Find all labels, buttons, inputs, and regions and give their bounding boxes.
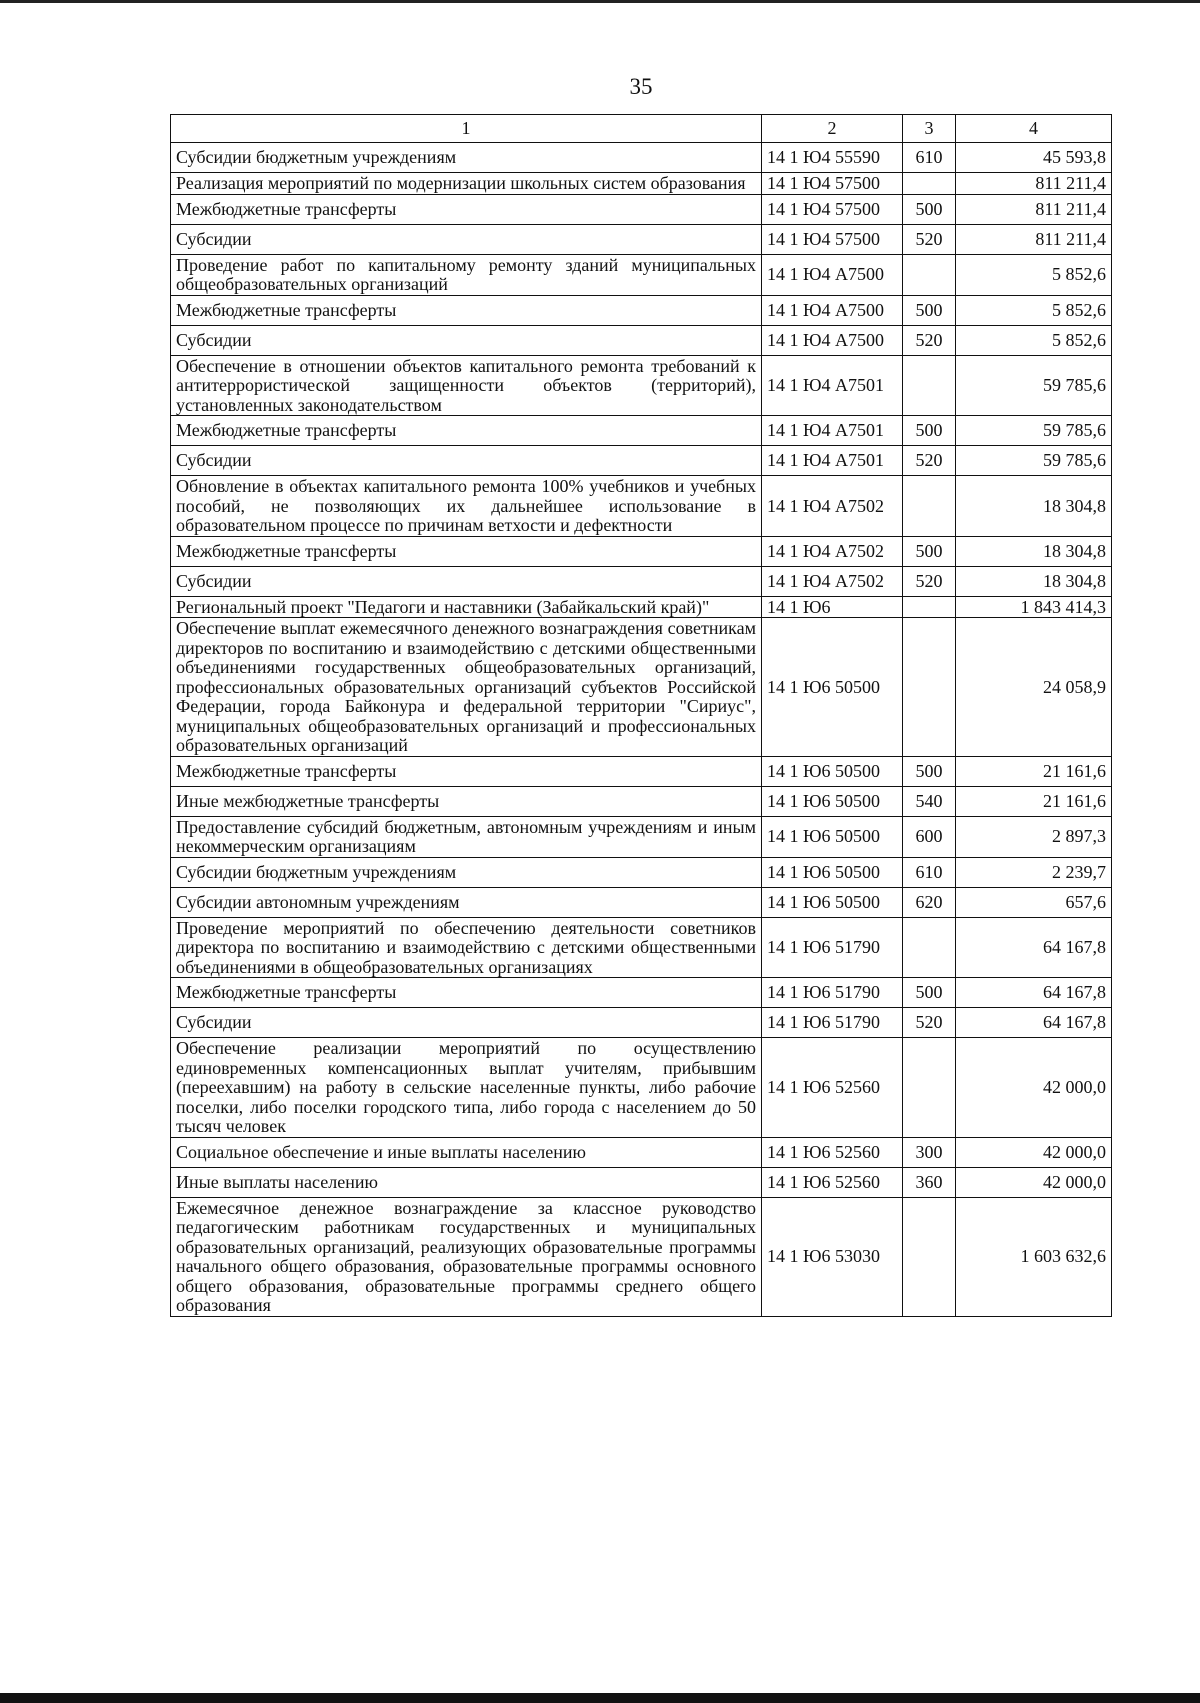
row-name: Межбюджетные трансферты xyxy=(171,416,762,446)
row-type: 500 xyxy=(903,536,956,566)
row-type: 360 xyxy=(903,1167,956,1197)
row-code: 14 1 Ю4 А7500 xyxy=(762,295,903,325)
row-amount: 811 211,4 xyxy=(956,173,1112,195)
row-type: 500 xyxy=(903,416,956,446)
table-row xyxy=(171,416,1112,446)
row-type: 520 xyxy=(903,325,956,355)
row-amount: 64 167,8 xyxy=(956,917,1112,978)
row-name: Межбюджетные трансферты xyxy=(171,536,762,566)
row-code: 14 1 Ю6 50500 xyxy=(762,816,903,857)
row-type: 520 xyxy=(903,566,956,596)
table-row xyxy=(171,194,1112,224)
budget-table xyxy=(170,114,1112,1317)
row-code: 14 1 Ю6 51790 xyxy=(762,917,903,978)
table-row xyxy=(171,756,1112,786)
row-name: Обеспечение выплат ежемесячного денежного вознаграждения советникам директоров по воспитанию и взаимодействию с детскими общественными объединениями государственных общеобразовательных организаций, профессиональных образовательных организаций субъектов Российской Федерации, города Байконура и федеральной территории "Сириус", муниципальных общеобразовательных организаций и профессиональных образовательных организаций xyxy=(171,618,762,757)
row-code: 14 1 Ю4 А7501 xyxy=(762,355,903,416)
row-code: 14 1 Ю6 50500 xyxy=(762,756,903,786)
table-row xyxy=(171,786,1112,816)
table-header-row xyxy=(171,115,1112,143)
row-code: 14 1 Ю6 50500 xyxy=(762,857,903,887)
table-row xyxy=(171,978,1112,1008)
row-amount: 2 897,3 xyxy=(956,816,1112,857)
row-amount: 18 304,8 xyxy=(956,476,1112,537)
table-row xyxy=(171,295,1112,325)
row-amount: 42 000,0 xyxy=(956,1038,1112,1138)
row-amount: 18 304,8 xyxy=(956,566,1112,596)
row-type: 520 xyxy=(903,446,956,476)
row-name: Субсидии бюджетным учреждениям xyxy=(171,143,762,173)
row-name: Межбюджетные трансферты xyxy=(171,194,762,224)
row-name: Обновление в объектах капитального ремонта 100% учебников и учебных пособий, не позволяющих их дальнейшее использование в образовательном процессе по причинам ветхости и дефектности xyxy=(171,476,762,537)
row-type: 520 xyxy=(903,224,956,254)
row-amount: 64 167,8 xyxy=(956,1008,1112,1038)
row-code: 14 1 Ю6 xyxy=(762,596,903,618)
table-row xyxy=(171,355,1112,416)
row-name: Ежемесячное денежное вознаграждение за классное руководство педагогическим работникам государственных и муниципальных образовательных организаций, реализующих образовательные программы начального общего образования, образовательные программы основного общего образования, образовательные программы среднего общего образования xyxy=(171,1197,762,1316)
row-type: 500 xyxy=(903,295,956,325)
row-type: 500 xyxy=(903,978,956,1008)
column-header-1: 1 xyxy=(171,115,762,143)
table-row xyxy=(171,1197,1112,1316)
row-code: 14 1 Ю4 А7502 xyxy=(762,476,903,537)
row-name: Субсидии бюджетным учреждениям xyxy=(171,857,762,887)
row-amount: 5 852,6 xyxy=(956,325,1112,355)
scan-edge-bottom xyxy=(0,1693,1200,1703)
row-name: Субсидии xyxy=(171,1008,762,1038)
row-code: 14 1 Ю6 52560 xyxy=(762,1137,903,1167)
row-amount: 59 785,6 xyxy=(956,355,1112,416)
row-type xyxy=(903,917,956,978)
row-code: 14 1 Ю4 55590 xyxy=(762,143,903,173)
row-type xyxy=(903,173,956,195)
row-type xyxy=(903,1038,956,1138)
row-code: 14 1 Ю6 50500 xyxy=(762,887,903,917)
row-name: Предоставление субсидий бюджетным, автономным учреждениям и иным некоммерческим организациям xyxy=(171,816,762,857)
row-name: Реализация мероприятий по модернизации школьных систем образования xyxy=(171,173,762,195)
table-row xyxy=(171,566,1112,596)
row-type xyxy=(903,476,956,537)
table-row xyxy=(171,325,1112,355)
table-row xyxy=(171,476,1112,537)
row-code: 14 1 Ю6 50500 xyxy=(762,786,903,816)
row-amount: 811 211,4 xyxy=(956,194,1112,224)
row-type: 500 xyxy=(903,194,956,224)
row-name: Обеспечение в отношении объектов капитального ремонта требований к антитеррористической защищенности объектов (территорий), установленных законодательством xyxy=(171,355,762,416)
row-amount: 42 000,0 xyxy=(956,1167,1112,1197)
column-header-3: 3 xyxy=(903,115,956,143)
row-type: 520 xyxy=(903,1008,956,1038)
row-type: 610 xyxy=(903,143,956,173)
table-row xyxy=(171,446,1112,476)
row-code: 14 1 Ю6 50500 xyxy=(762,618,903,757)
column-header-4: 4 xyxy=(956,115,1112,143)
row-code: 14 1 Ю4 А7501 xyxy=(762,446,903,476)
row-type: 620 xyxy=(903,887,956,917)
row-name: Межбюджетные трансферты xyxy=(171,295,762,325)
table-row xyxy=(171,857,1112,887)
row-amount: 1 603 632,6 xyxy=(956,1197,1112,1316)
row-type xyxy=(903,254,956,295)
row-name: Межбюджетные трансферты xyxy=(171,978,762,1008)
row-type xyxy=(903,355,956,416)
row-amount: 42 000,0 xyxy=(956,1137,1112,1167)
row-code: 14 1 Ю4 А7502 xyxy=(762,566,903,596)
table-row xyxy=(171,224,1112,254)
row-name: Субсидии xyxy=(171,224,762,254)
table-row xyxy=(171,254,1112,295)
row-code: 14 1 Ю6 51790 xyxy=(762,978,903,1008)
row-amount: 21 161,6 xyxy=(956,756,1112,786)
row-code: 14 1 Ю6 53030 xyxy=(762,1197,903,1316)
table-row xyxy=(171,596,1112,618)
table-row xyxy=(171,917,1112,978)
row-amount: 657,6 xyxy=(956,887,1112,917)
row-code: 14 1 Ю4 57500 xyxy=(762,173,903,195)
row-name: Социальное обеспечение и иные выплаты населению xyxy=(171,1137,762,1167)
row-name: Региональный проект "Педагоги и наставники (Забайкальский край)" xyxy=(171,596,762,618)
row-code: 14 1 Ю4 А7502 xyxy=(762,536,903,566)
row-amount: 64 167,8 xyxy=(956,978,1112,1008)
table-row xyxy=(171,143,1112,173)
row-amount: 5 852,6 xyxy=(956,254,1112,295)
row-amount: 24 058,9 xyxy=(956,618,1112,757)
table-row xyxy=(171,1038,1112,1138)
row-amount: 59 785,6 xyxy=(956,446,1112,476)
table-row xyxy=(171,1008,1112,1038)
row-name: Проведение работ по капитальному ремонту зданий муниципальных общеобразовательных организаций xyxy=(171,254,762,295)
page-number: 35 xyxy=(629,74,653,99)
row-name: Иные выплаты населению xyxy=(171,1167,762,1197)
table-row xyxy=(171,618,1112,757)
row-amount: 18 304,8 xyxy=(956,536,1112,566)
row-code: 14 1 Ю4 А7500 xyxy=(762,325,903,355)
row-type: 300 xyxy=(903,1137,956,1167)
row-code: 14 1 Ю6 52560 xyxy=(762,1038,903,1138)
table-row xyxy=(171,1137,1112,1167)
row-name: Обеспечение реализации мероприятий по осуществлению единовременных компенсационных выплат учителям, прибывшим (переехавшим) на работу в сельские населенные пункты, либо рабочие поселки, либо поселки городского типа, либо города с населением до 50 тысяч человек xyxy=(171,1038,762,1138)
scan-edge-top xyxy=(0,0,1200,3)
row-amount: 59 785,6 xyxy=(956,416,1112,446)
row-amount: 45 593,8 xyxy=(956,143,1112,173)
table-row xyxy=(171,536,1112,566)
row-name: Субсидии xyxy=(171,446,762,476)
row-code: 14 1 Ю4 57500 xyxy=(762,194,903,224)
row-type: 600 xyxy=(903,816,956,857)
table-row xyxy=(171,173,1112,195)
row-name: Межбюджетные трансферты xyxy=(171,756,762,786)
row-type: 500 xyxy=(903,756,956,786)
table-row xyxy=(171,1167,1112,1197)
row-name: Проведение мероприятий по обеспечению деятельности советников директора по воспитанию и взаимодействию с детскими общественными объединениями в общеобразовательных организациях xyxy=(171,917,762,978)
row-type xyxy=(903,596,956,618)
table-row xyxy=(171,816,1112,857)
row-code: 14 1 Ю4 57500 xyxy=(762,224,903,254)
row-type: 610 xyxy=(903,857,956,887)
row-amount: 21 161,6 xyxy=(956,786,1112,816)
row-type xyxy=(903,1197,956,1316)
row-amount: 5 852,6 xyxy=(956,295,1112,325)
row-name: Субсидии xyxy=(171,566,762,596)
row-name: Иные межбюджетные трансферты xyxy=(171,786,762,816)
column-header-2: 2 xyxy=(762,115,903,143)
row-amount: 811 211,4 xyxy=(956,224,1112,254)
row-name: Субсидии автономным учреждениям xyxy=(171,887,762,917)
row-type: 540 xyxy=(903,786,956,816)
row-type xyxy=(903,618,956,757)
table-row xyxy=(171,887,1112,917)
row-code: 14 1 Ю6 51790 xyxy=(762,1008,903,1038)
row-code: 14 1 Ю4 А7500 xyxy=(762,254,903,295)
row-amount: 2 239,7 xyxy=(956,857,1112,887)
row-name: Субсидии xyxy=(171,325,762,355)
row-amount: 1 843 414,3 xyxy=(956,596,1112,618)
row-code: 14 1 Ю4 А7501 xyxy=(762,416,903,446)
row-code: 14 1 Ю6 52560 xyxy=(762,1167,903,1197)
